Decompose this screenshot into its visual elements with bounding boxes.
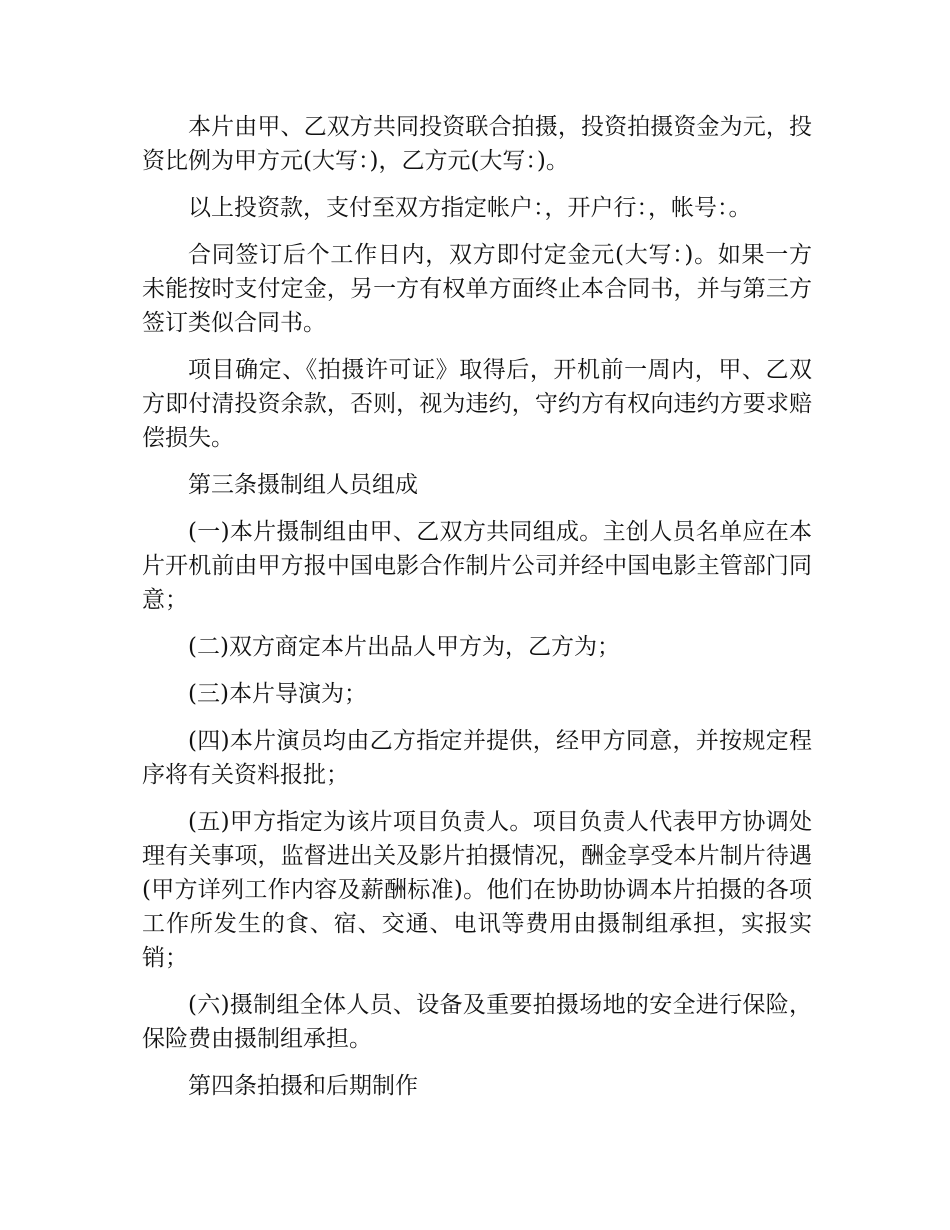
clause-item-1: (一)本片摄制组由甲、乙双方共同组成。主创人员名单应在本片开机前由甲方报中国电影合作制片公司并经中国电影主管部门同意；: [142, 519, 812, 613]
paragraph-balance-payment: 项目确定、《拍摄许可证》取得后，开机前一周内，甲、乙双方即付清投资余款，否则，视为违约，守约方有权向违约方要求赔偿损失。: [142, 357, 812, 451]
paragraph-investment: 本片由甲、乙双方共同投资联合拍摄，投资拍摄资金为元，投资比例为甲方元(大写：)，乙方元(大写：)。: [142, 114, 812, 174]
section-heading-article-4: 第四条拍摄和后期制作: [188, 1073, 418, 1099]
section-heading-article-3: 第三条摄制组人员组成: [188, 472, 418, 498]
paragraph-payment-account: 以上投资款，支付至双方指定帐户：，开户行：，帐号：。: [188, 195, 752, 221]
document-body: [142, 110, 812, 1116]
paragraph-deposit: 合同签订后个工作日内，双方即付定金元(大写：)。如果一方未能按时支付定金，另一方有权单方面终止本合同书，并与第三方签订类似合同书。: [142, 242, 812, 336]
clause-item-4: (四)本片演员均由乙方指定并提供，经甲方同意，并按规定程序将有关资料报批；: [142, 728, 812, 788]
clause-item-3: (三)本片导演为；: [188, 681, 367, 707]
clause-item-2: (二)双方商定本片出品人甲方为，乙方为；: [188, 634, 620, 660]
clause-item-5: (五)甲方指定为该片项目负责人。项目负责人代表甲方协调处理有关事项，监督进出关及影片拍摄情况，酬金享受本片制片待遇(甲方详列工作内容及薪酬标准)。他们在协助协调本片拍摄的各项工作所发生的食、宿、交通、电讯等费用由摄制组承担，实报实销；: [142, 809, 812, 971]
clause-item-6: (六)摄制组全体人员、设备及重要拍摄场地的安全进行保险，保险费由摄制组承担。: [142, 992, 812, 1052]
